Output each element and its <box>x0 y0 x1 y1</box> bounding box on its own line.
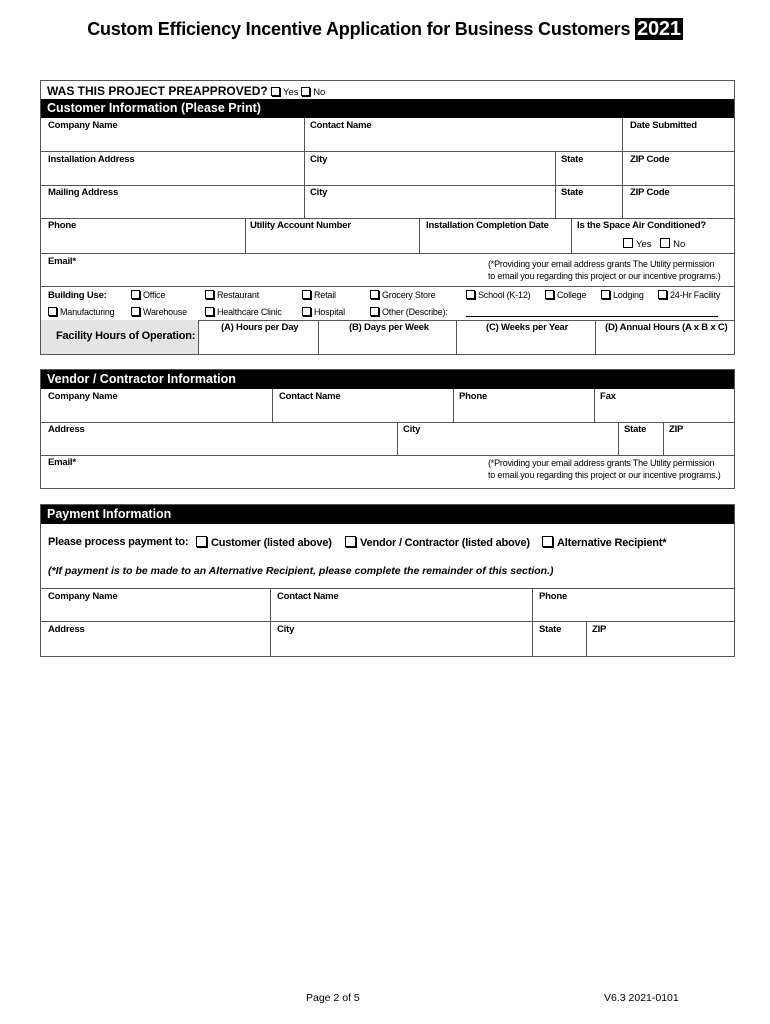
ac-yes-label: Yes <box>636 239 652 250</box>
divider <box>40 621 735 622</box>
college-label: College <box>557 290 587 300</box>
customer-email-field[interactable]: Email* <box>48 256 76 267</box>
retail-label: Retail <box>314 290 336 300</box>
school-label: School (K-12) <box>478 290 531 300</box>
title-text: Custom Efficiency Incentive Application for Business Customers <box>87 19 631 39</box>
divider <box>618 422 619 455</box>
vendor-header: Vendor / Contractor Information <box>41 370 734 389</box>
pay-alt-option[interactable] <box>542 536 666 549</box>
divider <box>586 621 587 657</box>
divider <box>40 185 735 186</box>
ac-no-checkbox[interactable] <box>660 238 670 248</box>
preapproved-no-checkbox[interactable] <box>301 87 310 96</box>
divider <box>40 455 735 456</box>
use-college[interactable] <box>545 290 586 300</box>
divider <box>245 218 246 253</box>
use-lodging[interactable] <box>601 290 644 300</box>
divider <box>456 320 457 355</box>
vendor-company-name-field[interactable]: Company Name <box>48 391 118 402</box>
vendor-city-field[interactable]: City <box>403 424 421 435</box>
installation-city-field[interactable]: City <box>310 154 328 165</box>
24hr-checkbox[interactable] <box>658 290 667 299</box>
pay-vendor-option[interactable] <box>345 536 530 549</box>
vendor-phone-field[interactable]: Phone <box>459 391 488 402</box>
other-checkbox[interactable] <box>370 307 379 316</box>
divider <box>272 389 273 422</box>
pay-vendor-checkbox[interactable] <box>345 536 356 547</box>
restaurant-checkbox[interactable] <box>205 290 214 299</box>
divider <box>453 389 454 422</box>
completion-date-field[interactable]: Installation Completion Date <box>426 220 549 231</box>
college-checkbox[interactable] <box>545 290 554 299</box>
preapproved-question: WAS THIS PROJECT PREAPPROVED? <box>47 84 268 98</box>
warehouse-label: Warehouse <box>143 307 187 317</box>
mailing-city-field[interactable]: City <box>310 187 328 198</box>
page-number: Page 2 of 5 <box>306 992 360 1004</box>
air-conditioned-options <box>623 238 685 250</box>
divider <box>40 253 735 254</box>
healthcare-label: Healthcare Clinic <box>217 307 282 317</box>
utility-account-field[interactable]: Utility Account Number <box>250 220 351 231</box>
divider <box>40 218 735 219</box>
payment-company-name-field[interactable]: Company Name <box>48 591 118 602</box>
hospital-checkbox[interactable] <box>302 307 311 316</box>
vendor-contact-name-field[interactable]: Contact Name <box>279 391 341 402</box>
lodging-checkbox[interactable] <box>601 290 610 299</box>
lodging-label: Lodging <box>613 290 644 300</box>
divider <box>304 118 305 151</box>
other-label: Other (Describe): <box>382 307 448 317</box>
other-describe-line[interactable] <box>466 316 718 317</box>
page-title <box>0 18 770 41</box>
divider <box>594 389 595 422</box>
divider <box>532 588 533 657</box>
customer-phone-field[interactable]: Phone <box>48 220 77 231</box>
days-per-week-field[interactable]: (B) Days per Week <box>349 322 429 333</box>
facility-hours-label: Facility Hours of Operation: <box>56 330 196 342</box>
vendor-state-field[interactable]: State <box>624 424 647 435</box>
divider <box>40 422 735 423</box>
healthcare-checkbox[interactable] <box>205 307 214 316</box>
divider <box>397 422 398 455</box>
use-office[interactable] <box>131 290 165 300</box>
use-hospital[interactable] <box>302 307 345 317</box>
divider <box>622 118 623 151</box>
divider <box>270 588 271 657</box>
warehouse-checkbox[interactable] <box>131 307 140 316</box>
use-school[interactable] <box>466 290 530 300</box>
pay-customer-checkbox[interactable] <box>196 536 207 547</box>
pay-vendor-label: Vendor / Contractor (listed above) <box>360 537 530 549</box>
preapproved-yes-checkbox[interactable] <box>271 87 280 96</box>
air-conditioned-question: Is the Space Air Conditioned? <box>577 220 706 231</box>
vendor-email-note <box>488 457 721 481</box>
divider <box>663 422 664 455</box>
vendor-email-field[interactable]: Email* <box>48 457 76 468</box>
vendor-address-field[interactable]: Address <box>48 424 85 435</box>
building-use-label: Building Use: <box>48 290 107 301</box>
office-label: Office <box>143 290 166 300</box>
customer-header: Customer Information (Please Print) <box>41 99 734 118</box>
use-grocery[interactable] <box>370 290 435 300</box>
manufacturing-label: Manufacturing <box>60 307 115 317</box>
version-label: V6.3 2021-0101 <box>604 992 679 1004</box>
payment-header: Payment Information <box>41 505 734 524</box>
use-retail[interactable] <box>302 290 336 300</box>
ac-no-label: No <box>673 239 686 250</box>
restaurant-label: Restaurant <box>217 290 260 300</box>
preapproved-yes-label: Yes <box>283 87 299 98</box>
installation-state-field[interactable]: State <box>561 154 584 165</box>
hospital-label: Hospital <box>314 307 345 317</box>
use-24hr[interactable] <box>658 290 720 300</box>
customer-contact-name-field[interactable]: Contact Name <box>310 120 372 131</box>
divider <box>40 151 735 152</box>
pay-customer-option[interactable] <box>196 536 332 549</box>
preapproved-row <box>47 84 325 98</box>
payment-zip-field[interactable]: ZIP <box>592 624 607 635</box>
divider <box>571 218 572 253</box>
school-checkbox[interactable] <box>466 290 475 299</box>
annual-hours-field[interactable]: (D) Annual Hours (A x B x C) <box>605 322 728 333</box>
customer-email-note-line1: (*Providing your email address grants The Utility permission <box>488 259 715 269</box>
office-checkbox[interactable] <box>131 290 140 299</box>
customer-email-note <box>488 258 721 282</box>
use-manufacturing[interactable] <box>48 307 114 317</box>
manufacturing-checkbox[interactable] <box>48 307 57 316</box>
retail-checkbox[interactable] <box>302 290 311 299</box>
vendor-email-note-line2: to email you regarding this project or our incentive programs.) <box>488 470 721 480</box>
vendor-fax-field[interactable]: Fax <box>600 391 616 402</box>
divider <box>40 286 735 287</box>
alt-recipient-note: (*If payment is to be made to an Alternative Recipient, please complete the remainder of this section.) <box>48 565 554 577</box>
pay-alt-checkbox[interactable] <box>542 536 553 547</box>
customer-email-note-line2: to email you regarding this project or our incentive programs.) <box>488 271 721 281</box>
divider <box>318 320 319 355</box>
divider <box>419 218 420 253</box>
grocery-checkbox[interactable] <box>370 290 379 299</box>
payment-phone-field[interactable]: Phone <box>539 591 568 602</box>
hours-per-day-field[interactable]: (A) Hours per Day <box>221 322 299 333</box>
payment-address-field[interactable]: Address <box>48 624 85 635</box>
preapproved-no-label: No <box>313 87 326 98</box>
pay-customer-label: Customer (listed above) <box>211 537 332 549</box>
payment-city-field[interactable]: City <box>277 624 295 635</box>
divider <box>40 588 735 589</box>
use-healthcare[interactable] <box>205 307 282 317</box>
payment-contact-name-field[interactable]: Contact Name <box>277 591 339 602</box>
mailing-zip-field[interactable]: ZIP Code <box>630 187 670 198</box>
payment-state-field[interactable]: State <box>539 624 562 635</box>
use-warehouse[interactable] <box>131 307 187 317</box>
divider <box>595 320 596 355</box>
pay-alt-label: Alternative Recipient* <box>557 537 667 549</box>
use-restaurant[interactable] <box>205 290 259 300</box>
payment-process-label: Please process payment to: <box>48 536 189 548</box>
title-year: 2021 <box>637 18 681 40</box>
customer-company-name-field[interactable]: Company Name <box>48 120 118 131</box>
use-other[interactable] <box>370 307 448 317</box>
customer-date-submitted-field[interactable]: Date Submitted <box>630 120 697 131</box>
vendor-zip-field[interactable]: ZIP <box>669 424 684 435</box>
grocery-label: Grocery Store <box>382 290 436 300</box>
installation-address-field[interactable]: Installation Address <box>48 154 135 165</box>
payment-section <box>40 504 735 657</box>
mailing-address-field[interactable]: Mailing Address <box>48 187 119 198</box>
mailing-state-field[interactable]: State <box>561 187 584 198</box>
vendor-email-note-line1: (*Providing your email address grants The Utility permission <box>488 458 715 468</box>
installation-zip-field[interactable]: ZIP Code <box>630 154 670 165</box>
24hr-label: 24-Hr Facility <box>670 290 721 300</box>
divider <box>198 320 735 321</box>
divider <box>198 320 199 355</box>
weeks-per-year-field[interactable]: (C) Weeks per Year <box>486 322 569 333</box>
ac-yes-checkbox[interactable] <box>623 238 633 248</box>
